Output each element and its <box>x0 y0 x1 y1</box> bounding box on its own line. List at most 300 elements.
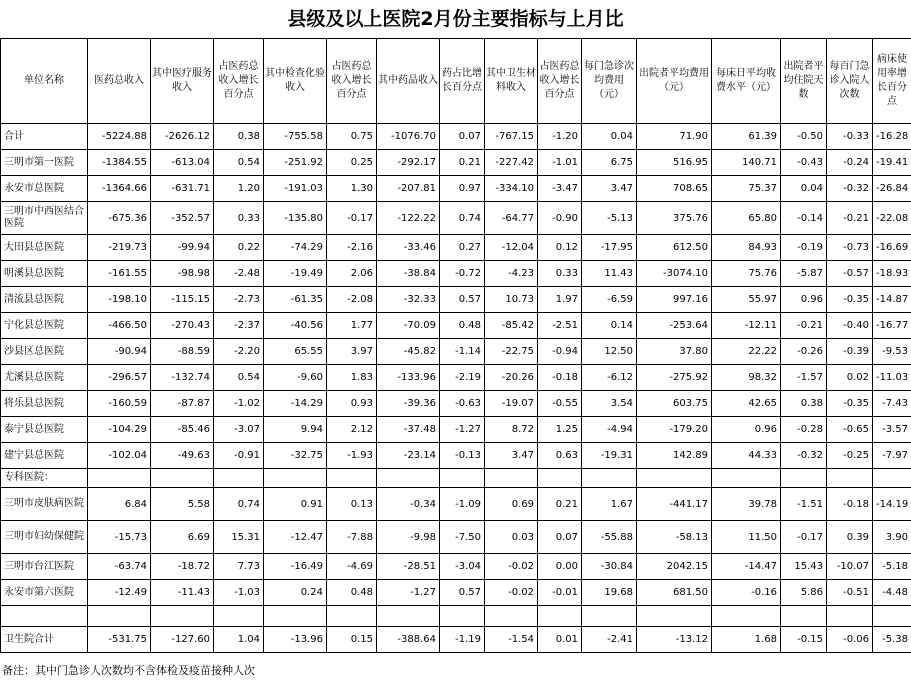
value-cell: -55.88 <box>582 521 637 554</box>
indicator-table <box>0 38 911 653</box>
value-cell: -22.75 <box>485 339 538 365</box>
value-cell: -1364.66 <box>88 176 151 202</box>
value-cell: 65.55 <box>264 339 327 365</box>
value-cell: -0.57 <box>827 261 873 287</box>
value-cell: -0.26 <box>781 339 827 365</box>
value-cell: 1.97 <box>538 287 582 313</box>
value-cell: -0.25 <box>827 443 873 469</box>
empty-cell <box>151 606 214 627</box>
value-cell: 6.69 <box>151 521 214 554</box>
value-cell: -0.17 <box>781 521 827 554</box>
value-cell: -227.42 <box>485 150 538 176</box>
column-header: 占医药总收入增长百分点 <box>327 39 377 124</box>
value-cell: 0.96 <box>781 287 827 313</box>
value-cell: 0.57 <box>440 287 485 313</box>
value-cell: 6.75 <box>582 150 637 176</box>
value-cell: -0.94 <box>538 339 582 365</box>
value-cell: -122.22 <box>377 202 440 235</box>
value-cell: 71.90 <box>637 124 712 150</box>
value-cell: -6.59 <box>582 287 637 313</box>
empty-cell <box>214 606 264 627</box>
value-cell: -160.59 <box>88 391 151 417</box>
empty-cell <box>712 606 781 627</box>
unit-name-cell: 永安市总医院 <box>1 176 88 202</box>
column-header: 药占比增长百分点 <box>440 39 485 124</box>
value-cell: 0.38 <box>781 391 827 417</box>
value-cell: -0.50 <box>781 124 827 150</box>
value-cell: -5.38 <box>873 627 911 653</box>
value-cell: 0.27 <box>440 235 485 261</box>
value-cell: -90.94 <box>88 339 151 365</box>
empty-cell <box>377 606 440 627</box>
value-cell: -4.69 <box>327 554 377 580</box>
value-cell: 0.54 <box>214 150 264 176</box>
value-cell: -219.73 <box>88 235 151 261</box>
column-header: 每门急诊次均费用（元） <box>582 39 637 124</box>
value-cell: -104.29 <box>88 417 151 443</box>
value-cell: -2.19 <box>440 365 485 391</box>
table-row <box>1 176 911 202</box>
unit-name-cell: 大田县总医院 <box>1 235 88 261</box>
value-cell: 42.65 <box>712 391 781 417</box>
value-cell: -2.73 <box>214 287 264 313</box>
value-cell: -5.18 <box>873 554 911 580</box>
unit-name-cell: 沙县区总医院 <box>1 339 88 365</box>
value-cell: -613.04 <box>151 150 214 176</box>
value-cell: 0.14 <box>582 313 637 339</box>
value-cell: -0.21 <box>827 202 873 235</box>
table-row <box>1 391 911 417</box>
value-cell: -1076.70 <box>377 124 440 150</box>
unit-name-cell: 清流县总医院 <box>1 287 88 313</box>
value-cell: 1.67 <box>582 488 637 521</box>
value-cell: -32.75 <box>264 443 327 469</box>
value-cell: 0.15 <box>327 627 377 653</box>
value-cell: -631.71 <box>151 176 214 202</box>
value-cell: -1.20 <box>538 124 582 150</box>
value-cell: 84.93 <box>712 235 781 261</box>
value-cell: -0.28 <box>781 417 827 443</box>
value-cell: 140.71 <box>712 150 781 176</box>
value-cell: 11.43 <box>582 261 637 287</box>
value-cell: -0.51 <box>827 580 873 606</box>
value-cell: 612.50 <box>637 235 712 261</box>
unit-name-cell: 三明市中西医结合医院 <box>1 202 88 235</box>
value-cell: 0.33 <box>214 202 264 235</box>
value-cell: 1.77 <box>327 313 377 339</box>
unit-name-cell: 永安市第六医院 <box>1 580 88 606</box>
value-cell: 39.78 <box>712 488 781 521</box>
column-header: 其中检查化验收入 <box>264 39 327 124</box>
value-cell: -2.37 <box>214 313 264 339</box>
value-cell: -334.10 <box>485 176 538 202</box>
value-cell: -1.02 <box>214 391 264 417</box>
value-cell: -4.94 <box>582 417 637 443</box>
value-cell: 0.63 <box>538 443 582 469</box>
value-cell: -5224.88 <box>88 124 151 150</box>
header-row <box>1 39 911 124</box>
empty-cell <box>712 469 781 488</box>
empty-cell <box>781 469 827 488</box>
value-cell: -115.15 <box>151 287 214 313</box>
value-cell: -0.24 <box>827 150 873 176</box>
value-cell: -58.13 <box>637 521 712 554</box>
value-cell: -37.48 <box>377 417 440 443</box>
value-cell: -1.09 <box>440 488 485 521</box>
table-row <box>1 443 911 469</box>
value-cell: -5.87 <box>781 261 827 287</box>
value-cell: -0.34 <box>377 488 440 521</box>
value-cell: -207.81 <box>377 176 440 202</box>
value-cell: 0.74 <box>440 202 485 235</box>
column-header: 每床日平均收费水平（元） <box>712 39 781 124</box>
value-cell: -19.41 <box>873 150 911 176</box>
spacer-row <box>1 606 911 627</box>
section-row <box>1 469 911 488</box>
value-cell: -179.20 <box>637 417 712 443</box>
empty-cell <box>1 606 88 627</box>
table-row <box>1 339 911 365</box>
value-cell: -61.35 <box>264 287 327 313</box>
value-cell: 0.96 <box>712 417 781 443</box>
value-cell: 0.54 <box>214 365 264 391</box>
value-cell: 22.22 <box>712 339 781 365</box>
footnote: 备注：其中门急诊人次数均不含体检及疫苗接种人次 <box>2 664 255 677</box>
value-cell: 0.74 <box>214 488 264 521</box>
value-cell: -2.51 <box>538 313 582 339</box>
value-cell: 0.75 <box>327 124 377 150</box>
empty-cell <box>827 606 873 627</box>
value-cell: -16.49 <box>264 554 327 580</box>
value-cell: -16.77 <box>873 313 911 339</box>
value-cell: 1.20 <box>214 176 264 202</box>
value-cell: -441.17 <box>637 488 712 521</box>
value-cell: -531.75 <box>88 627 151 653</box>
value-cell: -20.26 <box>485 365 538 391</box>
column-header: 出院者平均住院天数 <box>781 39 827 124</box>
value-cell: -11.43 <box>151 580 214 606</box>
value-cell: -135.80 <box>264 202 327 235</box>
value-cell: -0.73 <box>827 235 873 261</box>
value-cell: -19.49 <box>264 261 327 287</box>
column-header: 单位名称 <box>1 39 88 124</box>
value-cell: 55.97 <box>712 287 781 313</box>
value-cell: -352.57 <box>151 202 214 235</box>
empty-cell <box>327 606 377 627</box>
table-row <box>1 488 911 521</box>
column-header: 每百门急诊入院人次数 <box>827 39 873 124</box>
value-cell: 1.04 <box>214 627 264 653</box>
unit-name-cell: 三明市皮肤病医院 <box>1 488 88 521</box>
value-cell: 0.39 <box>827 521 873 554</box>
unit-name-cell: 三明市妇幼保健院 <box>1 521 88 554</box>
column-header: 占医药总收入增长百分点 <box>538 39 582 124</box>
value-cell: -30.84 <box>582 554 637 580</box>
value-cell: 3.97 <box>327 339 377 365</box>
value-cell: -127.60 <box>151 627 214 653</box>
value-cell: 3.47 <box>485 443 538 469</box>
value-cell: -0.02 <box>485 580 538 606</box>
value-cell: 0.69 <box>485 488 538 521</box>
value-cell: -0.35 <box>827 391 873 417</box>
value-cell: -0.65 <box>827 417 873 443</box>
value-cell: -19.07 <box>485 391 538 417</box>
value-cell: -0.43 <box>781 150 827 176</box>
value-cell: 15.43 <box>781 554 827 580</box>
value-cell: -1.51 <box>781 488 827 521</box>
empty-cell <box>582 606 637 627</box>
value-cell: 142.89 <box>637 443 712 469</box>
value-cell: -0.16 <box>712 580 781 606</box>
value-cell: -3.57 <box>873 417 911 443</box>
table-row <box>1 365 911 391</box>
value-cell: -23.14 <box>377 443 440 469</box>
unit-name-cell: 尤溪县总医院 <box>1 365 88 391</box>
value-cell: -7.97 <box>873 443 911 469</box>
value-cell: 0.97 <box>440 176 485 202</box>
value-cell: -2.41 <box>582 627 637 653</box>
value-cell: -15.73 <box>88 521 151 554</box>
value-cell: -3.04 <box>440 554 485 580</box>
value-cell: 0.00 <box>538 554 582 580</box>
empty-cell <box>485 469 538 488</box>
value-cell: 0.02 <box>827 365 873 391</box>
empty-cell <box>827 469 873 488</box>
unit-name-cell: 三明市台江医院 <box>1 554 88 580</box>
empty-cell <box>873 606 911 627</box>
value-cell: 11.50 <box>712 521 781 554</box>
value-cell: -10.07 <box>827 554 873 580</box>
value-cell: -64.77 <box>485 202 538 235</box>
value-cell: -22.08 <box>873 202 911 235</box>
value-cell: 0.21 <box>440 150 485 176</box>
value-cell: 516.95 <box>637 150 712 176</box>
value-cell: -0.90 <box>538 202 582 235</box>
value-cell: -0.40 <box>827 313 873 339</box>
value-cell: -0.72 <box>440 261 485 287</box>
value-cell: 0.38 <box>214 124 264 150</box>
unit-name-cell: 宁化县总医院 <box>1 313 88 339</box>
section-label: 专科医院： <box>1 469 88 488</box>
value-cell: -1.57 <box>781 365 827 391</box>
value-cell: -0.21 <box>781 313 827 339</box>
value-cell: 681.50 <box>637 580 712 606</box>
value-cell: 0.48 <box>440 313 485 339</box>
table-row <box>1 150 911 176</box>
value-cell: -0.18 <box>538 365 582 391</box>
table-row <box>1 521 911 554</box>
value-cell: -14.87 <box>873 287 911 313</box>
value-cell: 0.04 <box>582 124 637 150</box>
value-cell: 7.73 <box>214 554 264 580</box>
value-cell: -0.55 <box>538 391 582 417</box>
total-row <box>1 627 911 653</box>
value-cell: 2.12 <box>327 417 377 443</box>
value-cell: 9.94 <box>264 417 327 443</box>
value-cell: -1.54 <box>485 627 538 653</box>
empty-cell <box>151 469 214 488</box>
empty-cell <box>485 606 538 627</box>
value-cell: -1.27 <box>377 580 440 606</box>
value-cell: -0.06 <box>827 627 873 653</box>
value-cell: 0.33 <box>538 261 582 287</box>
value-cell: -767.15 <box>485 124 538 150</box>
value-cell: -39.36 <box>377 391 440 417</box>
unit-name-cell: 三明市第一医院 <box>1 150 88 176</box>
value-cell: -4.23 <box>485 261 538 287</box>
value-cell: -12.04 <box>485 235 538 261</box>
value-cell: -12.47 <box>264 521 327 554</box>
value-cell: -18.93 <box>873 261 911 287</box>
value-cell: -388.64 <box>377 627 440 653</box>
empty-cell <box>538 469 582 488</box>
value-cell: -45.82 <box>377 339 440 365</box>
value-cell: 0.01 <box>538 627 582 653</box>
value-cell: 375.76 <box>637 202 712 235</box>
table-row <box>1 580 911 606</box>
value-cell: -99.94 <box>151 235 214 261</box>
value-cell: 37.80 <box>637 339 712 365</box>
value-cell: -6.12 <box>582 365 637 391</box>
value-cell: -102.04 <box>88 443 151 469</box>
unit-name-cell: 泰宁县总医院 <box>1 417 88 443</box>
column-header: 其中卫生材料收入 <box>485 39 538 124</box>
value-cell: 3.47 <box>582 176 637 202</box>
value-cell: -133.96 <box>377 365 440 391</box>
value-cell: -1.93 <box>327 443 377 469</box>
value-cell: -40.56 <box>264 313 327 339</box>
column-header: 病床使用率增长百分点 <box>873 39 911 124</box>
value-cell: -2.08 <box>327 287 377 313</box>
value-cell: -0.02 <box>485 554 538 580</box>
value-cell: 8.72 <box>485 417 538 443</box>
value-cell: -9.98 <box>377 521 440 554</box>
value-cell: -88.59 <box>151 339 214 365</box>
unit-name-cell: 建宁县总医院 <box>1 443 88 469</box>
table-row <box>1 417 911 443</box>
value-cell: -14.29 <box>264 391 327 417</box>
value-cell: 0.24 <box>264 580 327 606</box>
table-row <box>1 202 911 235</box>
value-cell: -11.03 <box>873 365 911 391</box>
value-cell: -292.17 <box>377 150 440 176</box>
empty-cell <box>377 469 440 488</box>
table-row <box>1 261 911 287</box>
unit-name-cell: 合计 <box>1 124 88 150</box>
column-header: 其中医疗服务收入 <box>151 39 214 124</box>
value-cell: 98.32 <box>712 365 781 391</box>
value-cell: 0.04 <box>781 176 827 202</box>
value-cell: 0.91 <box>264 488 327 521</box>
value-cell: -1.01 <box>538 150 582 176</box>
value-cell: 12.50 <box>582 339 637 365</box>
value-cell: 0.12 <box>538 235 582 261</box>
value-cell: -0.32 <box>781 443 827 469</box>
column-header: 占医药总收入增长百分点 <box>214 39 264 124</box>
value-cell: 0.21 <box>538 488 582 521</box>
value-cell: -85.42 <box>485 313 538 339</box>
value-cell: -0.19 <box>781 235 827 261</box>
value-cell: -0.15 <box>781 627 827 653</box>
empty-cell <box>538 606 582 627</box>
value-cell: -13.96 <box>264 627 327 653</box>
value-cell: 1.30 <box>327 176 377 202</box>
value-cell: -26.84 <box>873 176 911 202</box>
table-body <box>1 124 911 653</box>
value-cell: -3.47 <box>538 176 582 202</box>
value-cell: -296.57 <box>88 365 151 391</box>
value-cell: 19.68 <box>582 580 637 606</box>
value-cell: -2.20 <box>214 339 264 365</box>
unit-name-cell: 明溪县总医院 <box>1 261 88 287</box>
value-cell: -0.91 <box>214 443 264 469</box>
value-cell: 15.31 <box>214 521 264 554</box>
empty-cell <box>637 606 712 627</box>
value-cell: 997.16 <box>637 287 712 313</box>
value-cell: -33.46 <box>377 235 440 261</box>
value-cell: -38.84 <box>377 261 440 287</box>
value-cell: -1384.55 <box>88 150 151 176</box>
empty-cell <box>582 469 637 488</box>
value-cell: -19.31 <box>582 443 637 469</box>
table-row <box>1 554 911 580</box>
empty-cell <box>214 469 264 488</box>
value-cell: -0.13 <box>440 443 485 469</box>
value-cell: 0.93 <box>327 391 377 417</box>
value-cell: -3.07 <box>214 417 264 443</box>
value-cell: -16.69 <box>873 235 911 261</box>
value-cell: -12.49 <box>88 580 151 606</box>
column-header: 出院者平均费用（元） <box>637 39 712 124</box>
value-cell: -14.19 <box>873 488 911 521</box>
value-cell: -191.03 <box>264 176 327 202</box>
value-cell: -32.33 <box>377 287 440 313</box>
value-cell: 0.07 <box>440 124 485 150</box>
value-cell: -270.43 <box>151 313 214 339</box>
value-cell: -675.36 <box>88 202 151 235</box>
value-cell: 75.37 <box>712 176 781 202</box>
page-title: 县级及以上医院2月份主要指标与上月比 <box>287 8 624 30</box>
empty-cell <box>637 469 712 488</box>
value-cell: -98.98 <box>151 261 214 287</box>
value-cell: 708.65 <box>637 176 712 202</box>
value-cell: 61.39 <box>712 124 781 150</box>
value-cell: -28.51 <box>377 554 440 580</box>
value-cell: -9.53 <box>873 339 911 365</box>
empty-cell <box>264 469 327 488</box>
empty-cell <box>264 606 327 627</box>
value-cell: -0.39 <box>827 339 873 365</box>
value-cell: -17.95 <box>582 235 637 261</box>
value-cell: -87.87 <box>151 391 214 417</box>
value-cell: -2626.12 <box>151 124 214 150</box>
value-cell: -14.47 <box>712 554 781 580</box>
value-cell: 75.76 <box>712 261 781 287</box>
value-cell: -253.64 <box>637 313 712 339</box>
value-cell: -18.72 <box>151 554 214 580</box>
value-cell: 6.84 <box>88 488 151 521</box>
value-cell: -7.50 <box>440 521 485 554</box>
value-cell: 0.07 <box>538 521 582 554</box>
value-cell: -0.18 <box>827 488 873 521</box>
value-cell: 1.68 <box>712 627 781 653</box>
value-cell: -755.58 <box>264 124 327 150</box>
value-cell: -251.92 <box>264 150 327 176</box>
value-cell: 2.06 <box>327 261 377 287</box>
value-cell: 0.13 <box>327 488 377 521</box>
value-cell: -0.14 <box>781 202 827 235</box>
value-cell: -0.63 <box>440 391 485 417</box>
